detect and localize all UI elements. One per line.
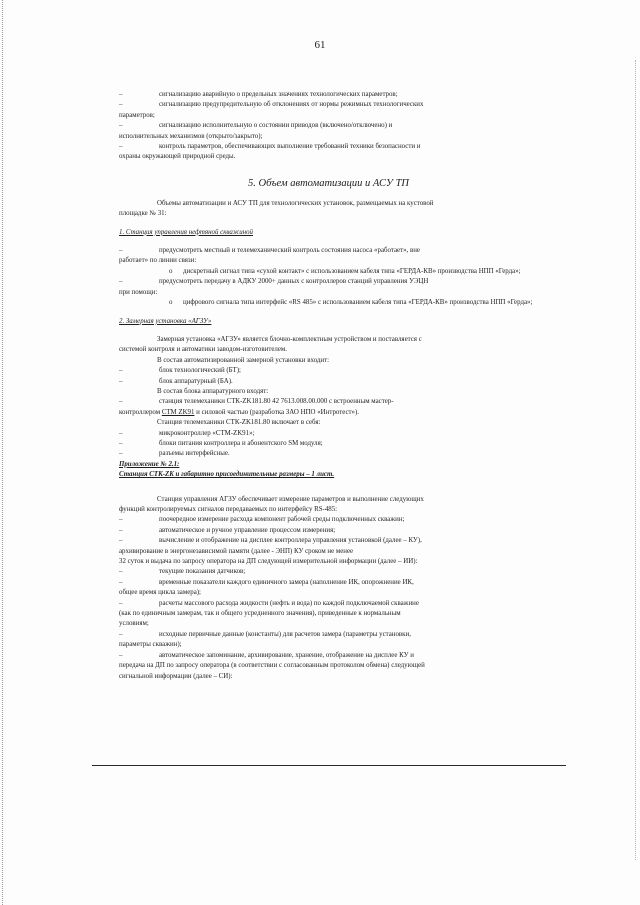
dash-marker: – bbox=[119, 143, 123, 151]
dash-marker: – bbox=[119, 377, 123, 385]
footer-rule bbox=[92, 765, 566, 766]
paragraph-line: В состав автоматизированной замерной установки входит: bbox=[157, 356, 329, 364]
bullet-text: сигнализацию предупредительную об отклонениях от нормы режимных технологических bbox=[159, 101, 424, 109]
dash-marker: – bbox=[119, 568, 123, 576]
document-body bbox=[119, 90, 538, 682]
paragraph-line: при помощи: bbox=[119, 288, 158, 296]
bullet-text: контроль параметров, обеспечивающих выполнение требований техники безопасности и bbox=[159, 143, 421, 151]
paragraph-line: условиям; bbox=[119, 620, 149, 628]
bullet-text: микроконтроллер «СТМ-ZK91»; bbox=[159, 429, 255, 437]
dash-marker: – bbox=[119, 526, 123, 534]
spacer bbox=[119, 220, 538, 228]
bullet-text: поочередное измерение расхода компонент рабочей среды подключенных скважин; bbox=[159, 516, 405, 524]
dash-marker: – bbox=[119, 122, 123, 130]
bullet-item bbox=[119, 578, 538, 588]
paragraph-line: сигнальной информации (далее – СИ): bbox=[119, 672, 233, 680]
paragraph-line: общее время цикла замера); bbox=[119, 589, 201, 597]
bullet-text: исходные первичные данные (константы) для расчетов замера (параметры установки, bbox=[159, 630, 411, 638]
bullet-item bbox=[119, 429, 538, 439]
dash-marker: – bbox=[119, 398, 123, 406]
bullet-item bbox=[119, 142, 538, 152]
paragraph-line: параметров; bbox=[119, 111, 155, 119]
bullet-item bbox=[119, 377, 538, 387]
circle-bullet-text: дискретный сигнал типа «сухой контакт» с использованием кабеля типа «ГЕРДА-КВ» производства НПП «Герда»; bbox=[183, 267, 521, 275]
circle-bullet-item bbox=[119, 267, 538, 277]
paragraph-line: работает» по линии связи: bbox=[119, 257, 197, 265]
bullet-item bbox=[119, 100, 538, 110]
paragraph-line: исполнительных механизмов (открыто/закрыто); bbox=[119, 132, 263, 140]
bullet-text: автоматическое запоминание, архивирование, хранение, отображение на дисплее КУ и bbox=[159, 651, 414, 659]
subsection-heading: 1. Станция управления нефтяной скважиной bbox=[119, 228, 253, 236]
dash-marker: – bbox=[119, 91, 123, 98]
bullet-item bbox=[119, 630, 538, 640]
circle-marker: o bbox=[169, 299, 173, 307]
bullet-item bbox=[119, 397, 538, 407]
spacer bbox=[119, 163, 538, 177]
spacer bbox=[119, 191, 538, 199]
dash-marker: – bbox=[119, 429, 123, 437]
dash-marker: – bbox=[119, 439, 123, 447]
paragraph-line: параметры скважин); bbox=[119, 641, 182, 649]
bullet-item bbox=[119, 599, 538, 609]
bullet-text: блоки питания контроллера и абонентского SM модуля; bbox=[159, 439, 323, 447]
scan-edge-right bbox=[635, 60, 637, 860]
page-number: 61 bbox=[314, 39, 326, 51]
bullet-item bbox=[119, 277, 538, 287]
paragraph-line: (как по единичным замерам, так и общего усредненного значения), приведенные к нормальным bbox=[119, 610, 401, 618]
bullet-text: предусмотреть передачу в АДКУ 2000+ данных с контроллеров станций управления УЭЦН bbox=[159, 278, 429, 286]
text-segment: и силовой частью (разработка ЗАО НПО «Интротест»). bbox=[194, 408, 360, 416]
circle-bullet-item bbox=[119, 298, 538, 308]
dash-marker: – bbox=[119, 278, 123, 286]
paragraph-line: площадке № 31: bbox=[119, 210, 167, 218]
bullet-item bbox=[119, 651, 538, 661]
bullet-item bbox=[119, 121, 538, 131]
appendix-reference: Приложение № 2.1: bbox=[119, 460, 180, 468]
dash-marker: – bbox=[119, 630, 123, 638]
paragraph-line: передача на ДП по запросу оператора (в соответствии с согласованным протоколом обмена) следующей bbox=[119, 662, 425, 670]
paragraph-line: Объемы автоматизации и АСУ ТП для технологических установок, размещаемых на кустовой bbox=[157, 199, 434, 207]
underlined-term: СТМ ZK91 bbox=[161, 408, 195, 416]
bullet-text: разъемы интерфейсные. bbox=[159, 450, 230, 458]
bullet-item bbox=[119, 366, 538, 376]
spacer bbox=[119, 238, 538, 246]
bullet-text: текущие показания датчиков; bbox=[159, 568, 246, 576]
bullet-item bbox=[119, 246, 538, 256]
bullet-item bbox=[119, 567, 538, 577]
dash-marker: – bbox=[119, 450, 123, 458]
section-heading: 5. Объем автоматизации и АСУ ТП bbox=[247, 177, 410, 189]
paragraph-line: архивирование в энергонезависимой памяти (далее - ЭНП) КУ сроком не менее bbox=[119, 547, 354, 555]
paragraph-line: 32 суток и выдача по запросу оператора на ДП следующей измерительной информации (далее – ИИ): bbox=[119, 558, 418, 566]
paragraph-line: системой контроля и автоматики заводом-изготовителем. bbox=[119, 346, 287, 354]
spacer bbox=[119, 481, 538, 495]
dash-marker: – bbox=[119, 101, 123, 109]
bullet-text: автоматическое и ручное управление процессом измерения; bbox=[159, 526, 336, 534]
circle-marker: o bbox=[169, 267, 173, 275]
bullet-item bbox=[119, 449, 538, 459]
paragraph-line bbox=[119, 408, 538, 418]
paragraph-line: Станция управления АГЗУ обеспечивает измерение параметров и выполнение следующих bbox=[157, 495, 424, 503]
subsection-heading: 2. Замерная установка «АГЗУ» bbox=[119, 317, 212, 325]
bullet-text: станция телемеханики СТК-ZK181.80 42 7613.008.00.000 с встроенным мастер- bbox=[159, 398, 394, 406]
bullet-text: блок технологический (БТ); bbox=[159, 367, 241, 375]
dash-marker: – bbox=[119, 599, 123, 607]
circle-bullet-text: цифрового сигнала типа интерфейс «RS 485» с использованием кабеля типа «ГЕРДА-КВ» производства НПП «Герда»; bbox=[183, 299, 533, 307]
bullet-item bbox=[119, 526, 538, 536]
dash-marker: – bbox=[119, 537, 123, 545]
bullet-item bbox=[119, 536, 538, 546]
bullet-text: расчеты массового расхода жидкости (нефть и вода) по каждой подключаемой скважине bbox=[159, 599, 419, 607]
bullet-text: предусмотреть местный и телемеханический контроль состояния насоса «работает», вне bbox=[159, 247, 420, 255]
bullet-text: блок аппаратурный (БА). bbox=[159, 377, 233, 385]
paragraph-line: Замерная установка «АГЗУ» является блочно-комплектным устройством и поставляется с bbox=[157, 335, 422, 343]
dash-marker: – bbox=[119, 651, 123, 659]
text-segment: контроллером bbox=[119, 408, 162, 416]
appendix-reference: Станция СТК-ZK и габаритно присоединительные размеры – 1 лист. bbox=[119, 471, 335, 479]
dash-marker: – bbox=[119, 367, 123, 375]
scan-edge-left bbox=[2, 0, 4, 905]
dash-marker: – bbox=[119, 578, 123, 586]
dash-marker: – bbox=[119, 516, 123, 524]
bullet-text: вычисление и отображение на дисплее контроллера управления установкой (далее – КУ), bbox=[159, 537, 422, 545]
paragraph-line: Станция телемеханики СТК-ZK181.80 включает в себя: bbox=[157, 419, 321, 427]
bullet-item bbox=[119, 515, 538, 525]
bullet-text: временные показатели каждого единичного замера (наполнение ИК, опорожнение ИК, bbox=[159, 578, 414, 586]
bullet-text: сигнализацию аварийную о предельных значениях технологических параметров; bbox=[159, 91, 398, 98]
paragraph-line: В состав блока аппаратурного входят: bbox=[157, 387, 269, 395]
paragraph-line: охраны окружающей природной среды. bbox=[119, 153, 236, 161]
paragraph-line: функций контролируемых сигналов передаваемых по интерфейсу RS-485: bbox=[119, 506, 338, 513]
bullet-item bbox=[119, 90, 538, 100]
bullet-item bbox=[119, 439, 538, 449]
spacer bbox=[119, 327, 538, 335]
dash-marker: – bbox=[119, 247, 123, 255]
bullet-text: сигнализацию исполнительную о состоянии приводов (включено/отключено) и bbox=[159, 122, 393, 130]
spacer bbox=[119, 309, 538, 317]
